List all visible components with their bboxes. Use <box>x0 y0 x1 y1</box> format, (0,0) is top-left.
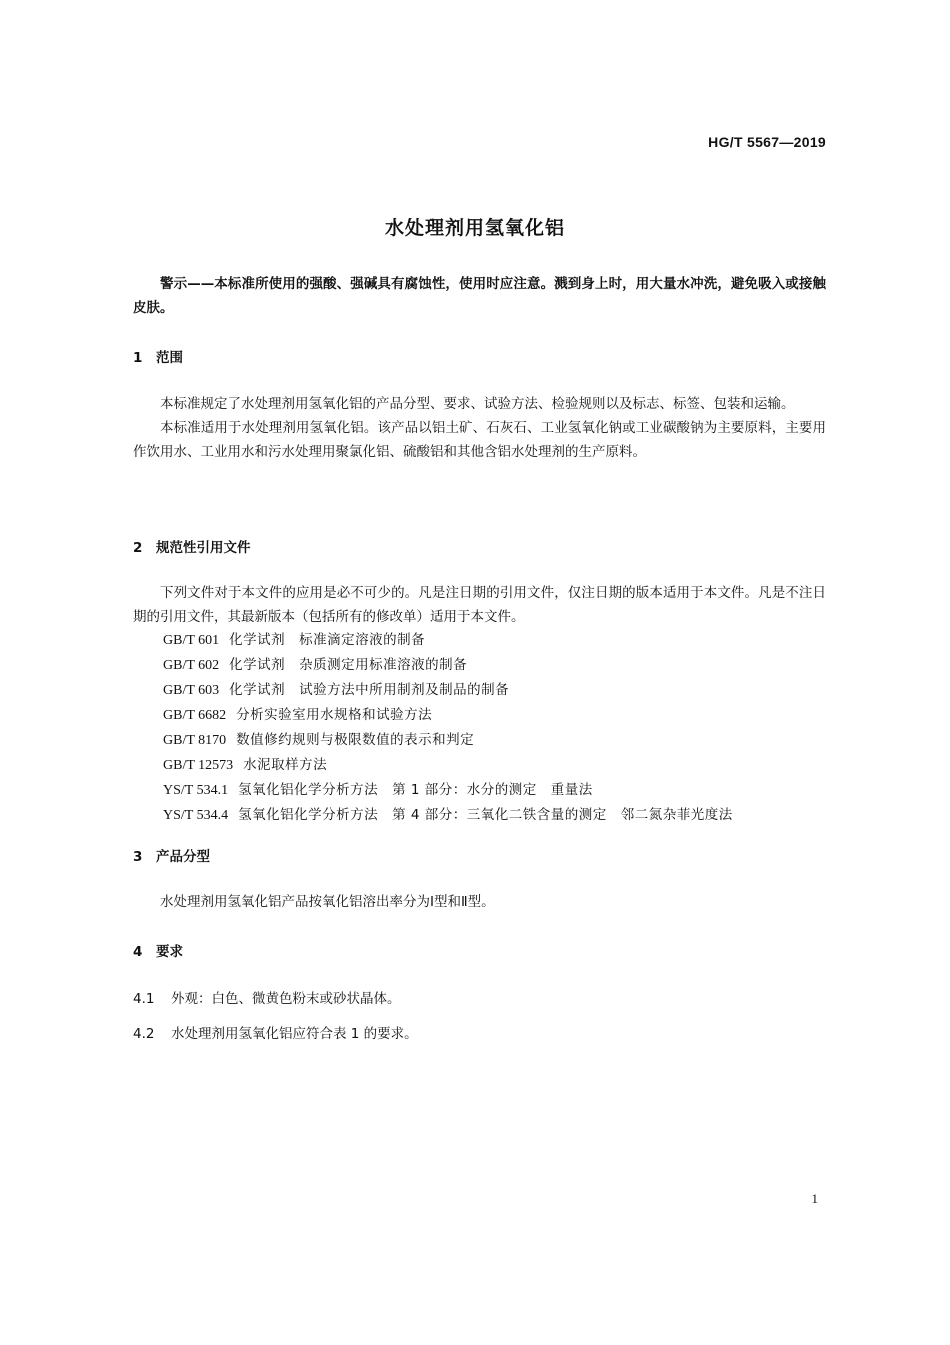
section-title: 范围 <box>156 350 183 366</box>
reference-code: GB/T 602 <box>163 658 220 673</box>
reference-title: 氢氧化铝化学分析方法 第 1 部分：水分的测定 重量法 <box>238 782 593 798</box>
reference-item <box>163 653 733 678</box>
section-2-intro <box>133 581 826 629</box>
clause-number: 4.2 <box>133 1026 155 1042</box>
reference-item <box>163 753 733 778</box>
standard-number: HG/T 5567—2019 <box>708 134 826 150</box>
section-number: 3 <box>133 849 143 865</box>
reference-code: GB/T 8170 <box>163 733 227 748</box>
clause-4-2 <box>133 1022 418 1042</box>
warning-notice: 警示——本标准所使用的强酸、强碱具有腐蚀性，使用时应注意。溅到身上时，用大量水冲洗，避免吸入或接触皮肤。 <box>133 276 826 316</box>
reference-title: 氢氧化铝化学分析方法 第 4 部分：三氧化二铁含量的测定 邻二氮杂菲光度法 <box>238 807 733 823</box>
reference-item <box>163 778 733 803</box>
reference-title: 数值修约规则与极限数值的表示和判定 <box>236 732 475 748</box>
document-title: 水处理剂用氢氧化铝 <box>384 217 565 239</box>
reference-code: GB/T 601 <box>163 633 220 648</box>
section-3-heading <box>133 845 210 865</box>
clause-number: 4.1 <box>133 991 155 1007</box>
section-title: 产品分型 <box>156 849 210 865</box>
paragraph: 水处理剂用氢氧化铝产品按氧化铝溶出率分为Ⅰ型和Ⅱ型。 <box>160 894 495 910</box>
section-title: 要求 <box>156 944 183 960</box>
section-1-heading <box>133 346 183 366</box>
clause-text: 水处理剂用氢氧化铝应符合表 1 的要求。 <box>171 1026 418 1042</box>
paragraph: 下列文件对于本文件的应用是必不可少的。凡是注日期的引用文件，仅注日期的版本适用于本文件。凡是不注日期的引用文件，其最新版本（包括所有的修改单）适用于本文件。 <box>133 585 826 625</box>
section-title: 规范性引用文件 <box>156 540 251 556</box>
reference-item <box>163 803 733 828</box>
reference-title: 分析实验室用水规格和试验方法 <box>236 707 433 723</box>
page-number: 1 <box>811 1191 818 1206</box>
paragraph: 本标准适用于水处理剂用氢氧化铝。该产品以铝土矿、石灰石、工业氢氧化钠或工业碳酸钠为主要原料，主要用作饮用水、工业用水和污水处理用聚氯化铝、硫酸铝和其他含铝水处理剂的生产原料。 <box>133 420 826 460</box>
reference-item <box>163 628 733 653</box>
reference-item <box>163 678 733 703</box>
section-1-body <box>133 392 826 464</box>
section-number: 2 <box>133 540 143 556</box>
reference-list <box>163 628 733 828</box>
clause-4-1 <box>133 987 401 1007</box>
reference-title: 化学试剂 标准滴定溶液的制备 <box>229 632 426 648</box>
reference-code: YS/T 534.4 <box>163 808 229 823</box>
reference-title: 水泥取样方法 <box>243 757 328 773</box>
section-2-heading <box>133 536 251 556</box>
reference-item <box>163 728 733 753</box>
reference-item <box>163 703 733 728</box>
reference-title: 化学试剂 试验方法中所用制剂及制品的制备 <box>229 682 510 698</box>
reference-code: GB/T 12573 <box>163 758 234 773</box>
section-3-body <box>133 890 826 914</box>
reference-code: YS/T 534.1 <box>163 783 229 798</box>
paragraph: 本标准规定了水处理剂用氢氧化铝的产品分型、要求、试验方法、检验规则以及标志、标签、包装和运输。 <box>160 396 795 412</box>
reference-code: GB/T 603 <box>163 683 220 698</box>
section-number: 4 <box>133 944 143 960</box>
section-number: 1 <box>133 350 143 366</box>
reference-title: 化学试剂 杂质测定用标准溶液的制备 <box>229 657 468 673</box>
reference-code: GB/T 6682 <box>163 708 227 723</box>
clause-text: 外观：白色、微黄色粉末或砂状晶体。 <box>171 991 401 1007</box>
section-4-heading <box>133 940 183 960</box>
